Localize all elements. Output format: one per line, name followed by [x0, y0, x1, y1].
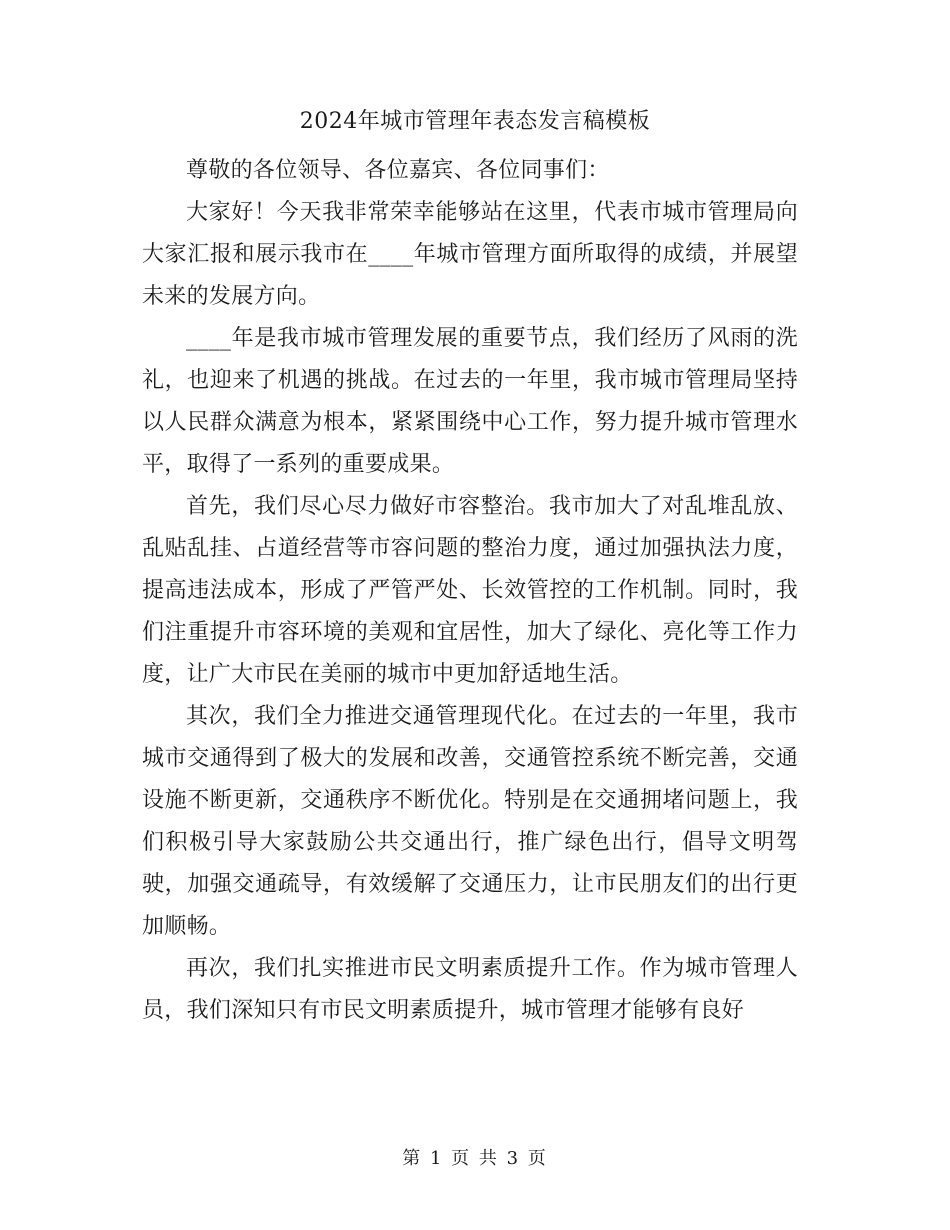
overview-paragraph: ____年是我市城市管理发展的重要节点，我们经历了风雨的洗礼，也迎来了机遇的挑战。在过去的一年里，我市城市管理局坚持以人民群众满意为根本，紧紧围绕中心工作，努力提升城市管理水平，取得了一系列的重要成果。 [142, 326, 798, 477]
city-appearance-paragraph: 首先，我们尽心尽力做好市容整治。我市加大了对乱堆乱放、乱贴乱挂、占道经营等市容问题的整治力度，通过加强执法力度，提高违法成本，形成了严管严处、长效管控的工作机制。同时，我们注重提升市容环境的美观和宜居性，加大了绿化、亮化等工作力度，让广大市民在美丽的城市中更加舒适地生活。 [142, 494, 798, 687]
salutation-paragraph: 尊敬的各位领导、各位嘉宾、各位同事们： [186, 158, 610, 183]
document-body [142, 150, 798, 1032]
page-number-footer: 第 1 页 共 3 页 [402, 1148, 548, 1169]
greeting-paragraph: 大家好！今天我非常荣幸能够站在这里，代表市城市管理局向大家汇报和展示我市在____年城市管理方面所取得的成绩，并展望未来的发展方向。 [142, 200, 798, 309]
civic-quality-paragraph: 再次，我们扎实推进市民文明素质提升工作。作为城市管理人员，我们深知只有市民文明素质提升，城市管理才能够有良好 [142, 956, 798, 1023]
traffic-management-paragraph: 其次，我们全力推进交通管理现代化。在过去的一年里，我市城市交通得到了极大的发展和改善，交通管控系统不断完善，交通设施不断更新，交通秩序不断优化。特别是在交通拥堵问题上，我们积极引导大家鼓励公共交通出行，推广绿色出行，倡导文明驾驶，加强交通疏导，有效缓解了交通压力，让市民朋友们的出行更加顺畅。 [142, 704, 798, 939]
document-title: 2024年城市管理年表态发言稿模板 [299, 109, 651, 134]
